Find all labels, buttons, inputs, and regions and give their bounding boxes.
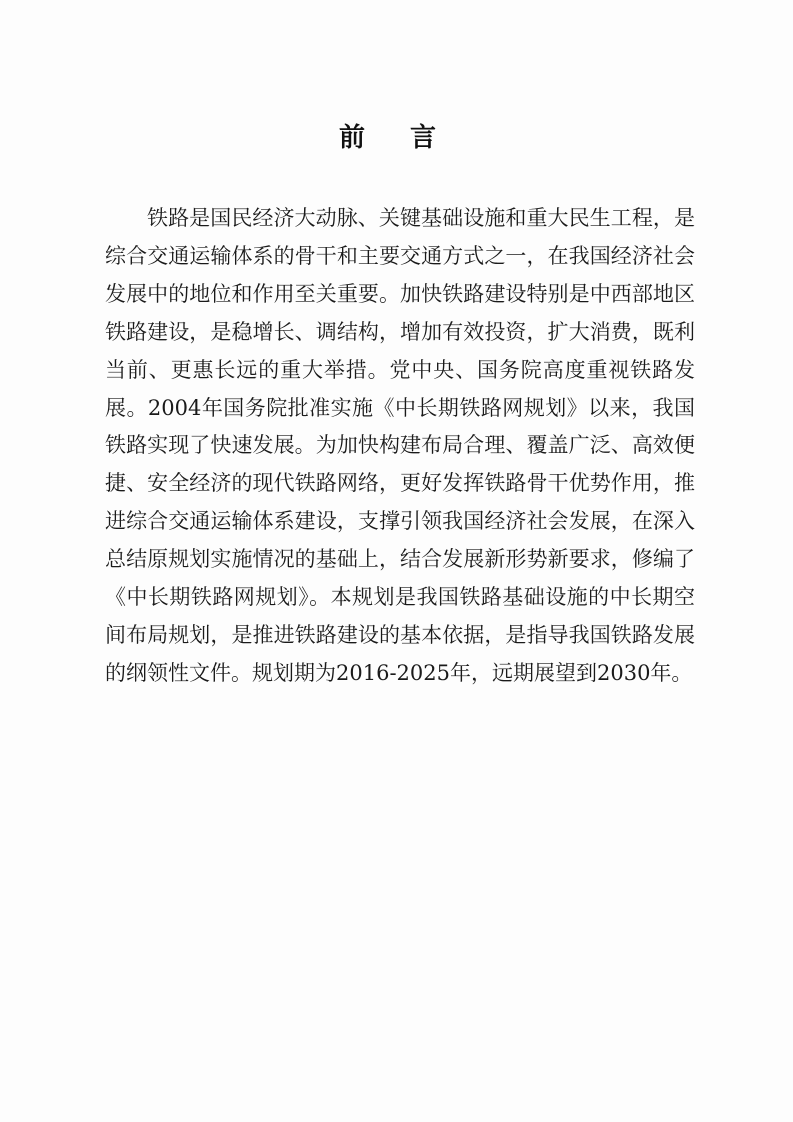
preface-paragraph: 铁路是国民经济大动脉、关键基础设施和重大民生工程，是综合交通运输体系的骨干和主要交通方式之一，在我国经济社会发展中的地位和作用至关重要。加快铁路建设特别是中西部地区铁路建设，是稳增长、调结构，增加有效投资，扩大消费，既利当前、更惠长远的重大举措。党中央、国务院高度重视铁路发展。2004年国务院批准实施《中长期铁路网规划》以来，我国铁路实现了快速发展。为加快构建布局合理、覆盖广泛、高效便捷、安全经济的现代铁路网络，更好发挥铁路骨干优势作用，推进综合交通运输体系建设，支撑引领我国经济社会发展，在深入总结原规划实施情况的基础上，结合发展新形势新要求，修编了《中长期铁路网规划》。本规划是我国铁路基础设施的中长期空间布局规划，是推进铁路建设的基本依据，是指导我国铁路发展的纲领性文件。规划期为2016-2025年，远期展望到2030年。: [105, 206, 695, 685]
page-title: 前 言: [338, 123, 455, 153]
